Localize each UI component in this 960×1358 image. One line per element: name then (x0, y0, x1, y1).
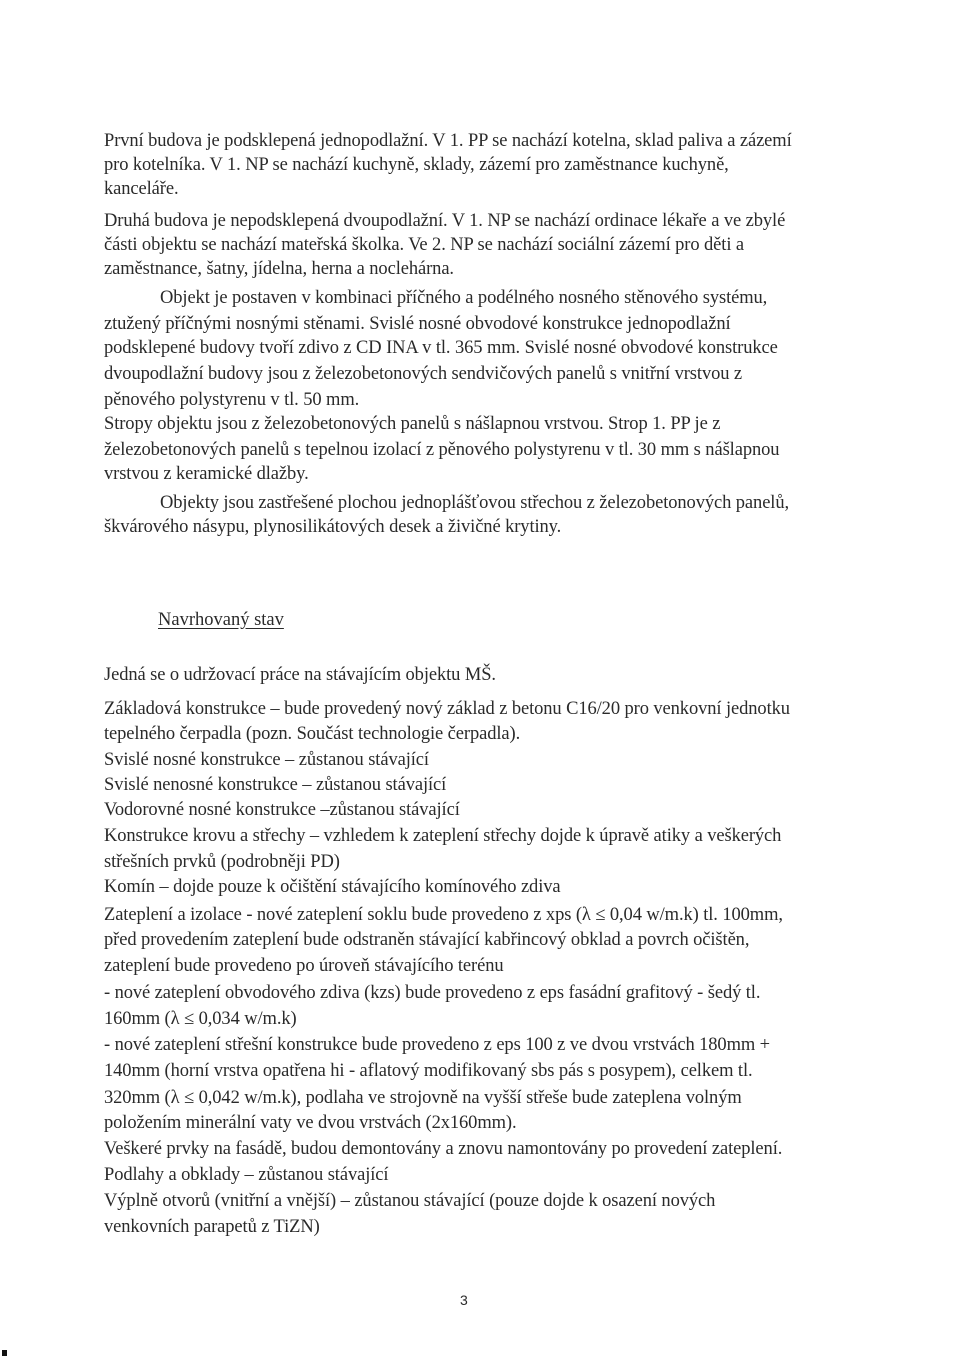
text-line: Zateplení a izolace - nové zateplení soklu bude provedeno z xps (λ ≤ 0,04 w/m.k) tl. 100mm, (104, 905, 783, 925)
text-line: části objektu se nachází mateřská školka. Ve 2. NP se nachází sociální zázemí pro děti a (104, 235, 745, 255)
text-line: Vodorovné nosné konstrukce –zůstanou stávající (104, 800, 460, 820)
text-line: tepelného čerpadla (pozn. Součást technologie čerpadla). (104, 724, 521, 744)
text-line: - nové zateplení střešní konstrukce bude provedeno z eps 100 z ve dvou vrstvách 180mm + (104, 1035, 771, 1055)
text-line: Svislé nosné konstrukce – zůstanou stávající (104, 750, 429, 770)
scan-mark (2, 1350, 7, 1356)
text-line: venkovních parapetů z TiZN) (104, 1217, 320, 1237)
text-line: Objekty jsou zastřešené plochou jednoplášťovou střechou z železobetonových panelů, (160, 493, 790, 513)
text-line: Svislé nenosné konstrukce – zůstanou stávající (104, 775, 447, 795)
text-line: dvoupodlažní budovy jsou z železobetonových sendvičových panelů s vnitřní vrstvou z (104, 364, 743, 384)
text-line: zaměstnance, šatny, jídelna, herna a noclehárna. (104, 259, 454, 279)
page-number: 3 (460, 1292, 468, 1308)
text-line: Podlahy a obklady – zůstanou stávající (104, 1165, 389, 1185)
text-line: Stropy objektu jsou z železobetonových panelů s nášlapnou vrstvou. Strop 1. PP je z (104, 414, 721, 434)
text-line: pěnového polystyrenu v tl. 50 mm. (104, 390, 360, 410)
text-line: 320mm (λ ≤ 0,042 w/m.k), podlaha ve strojovně na vyšší střeše bude zateplena volným (104, 1088, 742, 1108)
text-line: - nové zateplení obvodového zdiva (kzs) bude provedeno z eps fasádní grafitový - šedý tl. (104, 983, 761, 1003)
text-line: škvárového násypu, plynosilikátových desek a živičné krytiny. (104, 517, 562, 537)
text-line: vrstvou z keramické dlažby. (104, 464, 309, 484)
section-heading: Navrhovaný stav (158, 610, 284, 630)
text-line: Veškeré prvky na fasádě, budou demontovány a znovu namontovány po provedení zateplení. (104, 1139, 783, 1159)
text-line: 140mm (horní vrstva opatřena hi - aflatový modifikovaný sbs pás s posypem), celkem tl. (104, 1061, 753, 1081)
text-line: Druhá budova je nepodsklepená dvoupodlažní. V 1. NP se nachází ordinace lékaře a ve zbylé (104, 211, 786, 231)
text-line: železobetonových panelů s tepelnou izolací z pěnového polystyrenu v tl. 30 mm s nášlapnou (104, 440, 780, 460)
text-line: střešních prvků (podrobněji PD) (104, 852, 340, 872)
text-line: před provedením zateplení bude odstraněn stávající kabřincový obklad a povrch očištěn, (104, 930, 750, 950)
text-line: Konstrukce krovu a střechy – vzhledem k zateplení střechy dojde k úpravě atiky a veškerých (104, 826, 782, 846)
text-line: Základová konstrukce – bude provedený nový základ z betonu C16/20 pro venkovní jednotku (104, 699, 790, 719)
text-line: podsklepené budovy tvoří zdivo z CD INA v tl. 365 mm. Svislé nosné obvodové konstrukce (104, 338, 778, 358)
text-line: První budova je podsklepená jednopodlažní. V 1. PP se nachází kotelna, sklad paliva a zázemí (104, 131, 792, 151)
text-line: 160mm (λ ≤ 0,034 w/m.k) (104, 1009, 297, 1029)
text-line: položením minerální vaty ve dvou vrstvách (2x160mm). (104, 1113, 517, 1133)
text-line: Jedná se o udržovací práce na stávajícím objektu MŠ. (104, 665, 496, 685)
text-line: zateplení bude provedeno po úroveň stávajícího terénu (104, 956, 504, 976)
text-line: ztužený příčnými nosnými stěnami. Svislé nosné obvodové konstrukce jednopodlažní (104, 314, 731, 334)
text-line: pro kotelníka. V 1. NP se nachází kuchyně, sklady, zázemí pro zaměstnance kuchyně, (104, 155, 729, 175)
text-line: kanceláře. (104, 179, 179, 199)
text-line: Komín – dojde pouze k očištění stávajícího komínového zdiva (104, 877, 561, 897)
text-line: Výplně otvorů (vnitřní a vnější) – zůstanou stávající (pouze dojde k osazení nových (104, 1191, 716, 1211)
text-line: Objekt je postaven v kombinaci příčného a podélného nosného stěnového systému, (160, 288, 768, 308)
